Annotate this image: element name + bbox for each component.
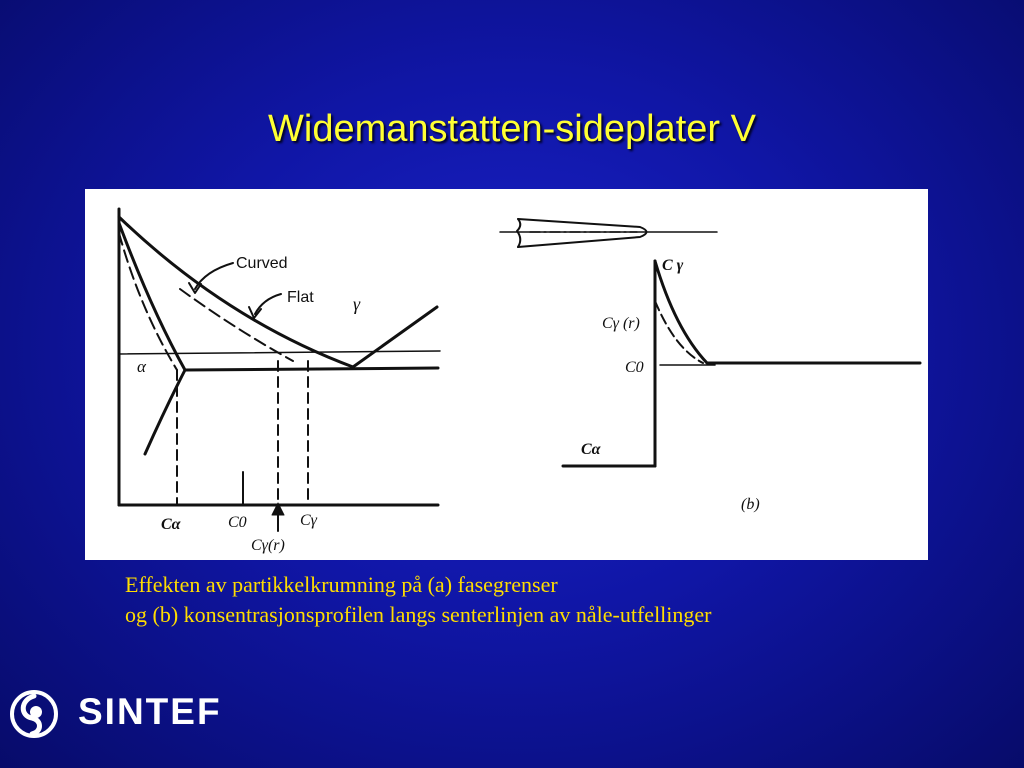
a-alpha-lower-curve: [145, 370, 185, 454]
sintef-logo: [8, 688, 248, 744]
b-needle-shape: [518, 219, 647, 247]
b-c-gamma-profile: [655, 261, 920, 363]
b-label-c-gamma-r: Cγ (r): [602, 315, 640, 332]
b-label-c-alpha: Cα: [581, 441, 601, 458]
a-label-c-gamma-r: Cγ(r): [251, 537, 285, 554]
sintef-logo-text: SINTEF: [78, 691, 222, 732]
caption-line-1: Effekten av partikkelkrumning på (a) fasegrenser: [125, 572, 558, 597]
a-label-c0: C0: [228, 514, 247, 531]
a-label-gamma-phase: γ: [353, 294, 361, 314]
a-alpha-curve-dashed: [119, 233, 177, 370]
a-gamma-curve-solid: [119, 217, 353, 367]
sintef-logo-icon: [8, 688, 64, 744]
a-eutectoid-line: [185, 368, 438, 370]
a-label-c-alpha: Cα: [161, 516, 181, 533]
figure-caption: [125, 570, 712, 630]
phase-diagram-figure: [85, 189, 928, 560]
caption-line-2: og (b) konsentrasjonsprofilen langs senterlinjen av nåle-utfellinger: [125, 602, 712, 627]
a-label-c-gamma: Cγ: [300, 512, 317, 529]
figure-svg: [85, 189, 928, 560]
a-label-curved: Curved: [236, 255, 288, 272]
b-c-gamma-r-profile: [655, 301, 703, 363]
a-label-alpha-phase: α: [137, 357, 146, 376]
a-label-flat: Flat: [287, 289, 314, 306]
b-needle-cut: [517, 219, 520, 247]
a-gamma-right-line: [353, 307, 437, 367]
b-label-c0: C0: [625, 359, 644, 376]
b-panel-label: (b): [741, 496, 760, 513]
slide-title: Widemanstatten-sideplater V: [268, 108, 756, 150]
a-gamma-curve-dashed: [180, 289, 293, 361]
b-label-c-gamma: C γ: [662, 257, 684, 274]
